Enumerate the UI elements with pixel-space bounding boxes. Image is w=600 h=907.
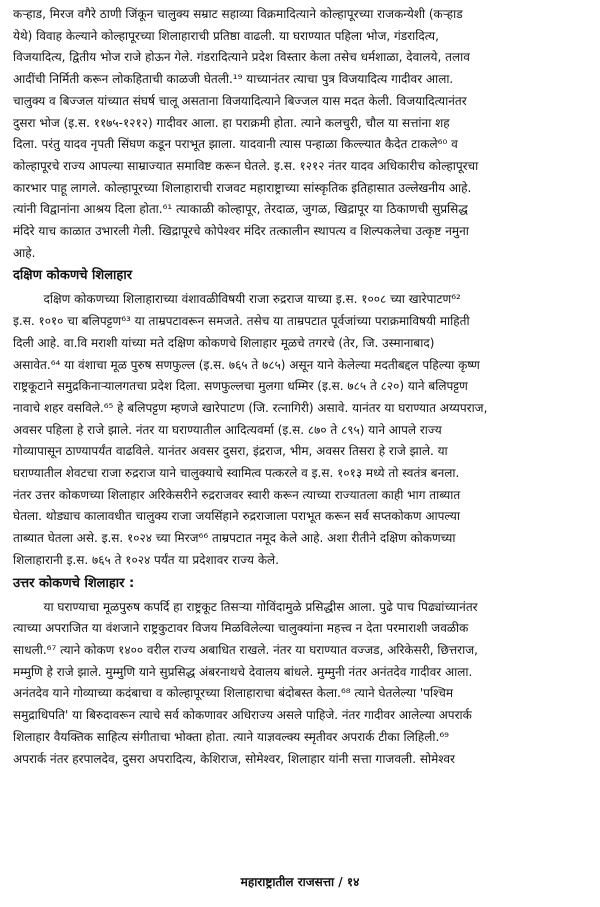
text-line: दिली आहे. वा.वि मराशी यांच्या मते दक्षिण कोकणचे शिलाहार मूळचे तगरचे (तेर, जि. उस्मानाबाद) xyxy=(13,335,435,350)
text-line: दुसरा भोज (इ.स. ११७५-१२१२) गादीवर आला. हा पराक्रमी होता. त्याने कलचुरी, चौल या सत्तांना शह xyxy=(13,115,450,130)
text-line: त्याच्या अपराजित या वंशजाने राष्ट्रकुटावर विजय मिळविलेल्या चालुक्यांना महत्त्व न देता परमाराशी जवळीक xyxy=(13,621,469,636)
text-line: नावाचे शहर वसविले.⁶⁵ हे बलिपट्टण म्हणजे खारेपाटण (जि. रत्नागिरी) असावे. यानंतर या घराण्यात अय्यपराज, xyxy=(13,400,488,415)
page-footer: महाराष्ट्रातील राजसत्ता / १४ xyxy=(240,875,360,889)
text-line: अनंतदेव याने गोव्याच्या कदंबाचा व कोल्हापूरच्या शिलाहाराचा बंदोबस्त केला.⁶⁸ त्याने घेतलेल्या 'पश्चिम xyxy=(13,686,453,701)
text-line: घेतला. थोड्याच कालावधीत चालुक्य राजा जयसिंहाने रुद्रराजाला पराभूत करून सर्व सप्तकोकण आपल्या xyxy=(13,509,460,524)
text-line: समुद्राधिपति' या बिरुदावरून त्याचे सर्व कोकणावर अधिराज्य असले पाहिजे. नंतर गादीवर आलेल्या अपरार्क xyxy=(13,708,472,723)
text-line: येथे) विवाह केल्याने कोल्हापूरच्या शिलाहाराची प्रतिष्ठा वाढली. या घराण्यात पहिला भोज, गंडरादित्य, xyxy=(13,28,439,43)
text-line: कोल्हापूरचे राज्य आपल्या साम्राज्यात समाविष्ट करून घेतले. इ.स. १२१२ नंतर यादव अधिकारीच कोल्हापूरचा xyxy=(13,158,479,173)
text-line: ताब्यात घेतला असे. इ.स. १०२४ च्या मिरज⁶⁶ ताम्रपटात नमूद केले आहे. अशा रीतीने दक्षिण कोकणच्या xyxy=(13,531,456,546)
text-line: असावेत.⁶⁴ या वंशाचा मूळ पुरुष सणफुल्ल (इ.स. ७६५ ते ७८५) असून याने केलेल्या मदतीबद्दल पहिल्या कृष्ण xyxy=(13,357,480,372)
text-line: साधली.⁶⁷ त्याने कोकण १४०० वरील राज्य अबाधित राखले. नंतर या घराण्यात वज्जड, अरिकेसरी, छित्तराज, xyxy=(13,642,478,657)
text-line: मम्मुणि हे राजे झाले. मुम्मुणि याने सुप्रसिद्ध अंबरनाथचे देवालय बांधले. मुम्मुनी नंतर अनंतदेव गादीवर आला. xyxy=(13,664,473,679)
text-line: दिला. परंतु यादव नृपती सिंघण कडून पराभूत झाला. यादवानी त्यास पन्हाळा किल्ल्यात कैदेत टाकले⁶⁰ व xyxy=(13,137,458,152)
text-line: चालुक्य व बिज्जल यांच्यात संघर्ष चालू असताना विजयादित्याने बिज्जल यास मदत केली. विजयादित्यानंतर xyxy=(13,93,467,108)
text-line: विजयादित्य, द्वितीय भोज राजे होऊन गेले. गंडरादित्याने प्रदेश विस्तार केला तसेच धर्मशाळा, देवालये, तलाव xyxy=(13,50,470,65)
text-line: अवसर पहिला हे राजे झाले. नंतर या घराण्यातील आदित्यवर्मा (इ.स. ८७० ते ८९५) याने आपले राज्य xyxy=(13,422,442,437)
text-line: आहे. xyxy=(13,245,36,260)
text-line: अपरार्क नंतर हरपालदेव, दुसरा अपरादित्य, केशिराज, सोमेश्वर, शिलाहार यांनी सत्ता गाजवली. सोमेश्वर xyxy=(13,751,455,766)
heading-uttar-konkan: उत्तर कोकणचे शिलाहार : xyxy=(13,575,135,591)
text-line: कऱ्हाड, मिरज वगैरे ठाणी जिंकून चालुक्य सम्राट सहाव्या विक्रमादित्याने कोल्हापूरच्या राजकन्येशी (कऱ्हाड xyxy=(13,7,463,21)
text-line: मंदिरे याच काळात उभारली गेली. खिद्रापूरचे कोपेश्वर मंदिर तत्कालीन स्थापत्य व शिल्पकलेचा उत्कृष्ट नमुना xyxy=(13,224,469,239)
heading-dakshin-konkan: दक्षिण कोकणचे शिलाहार xyxy=(13,268,133,284)
text-line: राष्ट्रकूटाने समुद्रकिनाऱ्यालगतचा प्रदेश दिला. सणफुल्लचा मुलगा धम्मिर (इ.स. ७८५ ते ८२०) याने बलिपट्टण xyxy=(13,379,468,394)
text-line: दक्षिण कोकणच्या शिलाहाराच्या वंशावळीविषयी राजा रुद्रराज याच्या इ.स. १००८ च्या खारेपाटण⁶² xyxy=(13,292,461,307)
text-line: आदींची निर्मिती करून लोकहिताची काळजी घेतली.¹⁹ याच्यानंतर त्याचा पुत्र विजयादित्य गादीवर आला. xyxy=(13,72,454,87)
text-line: शिलाहार वैयक्तिक साहित्य संगीताचा भोक्ता होता. त्याने याज्ञवल्क्य स्मृतीवर अपरार्क टीका लिहिली.⁶⁹ xyxy=(13,729,449,744)
text-line: त्यांनी विद्वानांना आश्रय दिला होता.⁶¹ त्याकाळी कोल्हापूर, तेरदाळ, जुगळ, खिद्रापूर या ठिकाणची सुप्रसिद्ध xyxy=(13,202,468,217)
paragraph-dakshin-konkan xyxy=(13,289,590,571)
text-line: कारभार पाहू लागले. कोल्हापूरच्या शिलाहाराची राजवट महाराष्ट्राच्या सांस्कृतिक इतिहासात उल्लेखनीय आहे. xyxy=(13,180,472,195)
paragraph-kolhapur-shilahara xyxy=(13,4,590,264)
text-line: घराण्यातील शेवटचा राजा रुद्रराज याने चालुक्याचे स्वामित्व पत्करले व इ.स. १०१३ मध्ये तो स्वतंत्र बनला. xyxy=(13,466,460,481)
text-line: इ.स. १०१० चा बलिपट्टण⁶³ या ताम्रपटावरून समजते. तसेच या ताम्रपटात पूर्वजांच्या पराक्रमाविषयी माहिती xyxy=(13,314,470,329)
paragraph-uttar-konkan xyxy=(13,597,590,771)
text-line: नंतर उत्तर कोकणच्या शिलाहार अरिकेसरीने रुद्रराजवर स्वारी करून त्याच्या राज्यातला काही भाग ताब्यात xyxy=(13,487,461,502)
text-line: या घराण्याचा मूळपुरुष कपर्दि हा राष्ट्रकूट तिसऱ्या गोविंदामुळे प्रसिद्धीस आला. पुढे पाच पिढ्यांच्यानंतर xyxy=(13,599,478,614)
text-line: शिलाहारानी इ.स. ७६५ ते १०२४ पर्यंत या प्रदेशावर राज्य केले. xyxy=(13,552,279,567)
text-line: गोव्यापासून ठाण्यापर्यंत वाढविले. यानंतर अवसर दुसरा, इंद्रराज, भीम, अवसर तिसरा हे राजे झाले. या xyxy=(13,444,448,459)
